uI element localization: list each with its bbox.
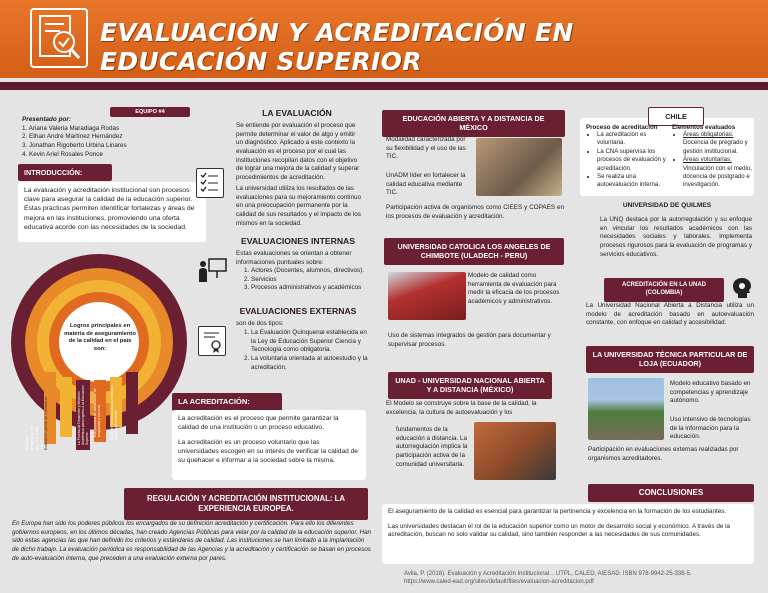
unam-title: UNAD - UNIVERSIDAD NACIONAL ABIERTA Y A DISTANCIA (MÉXICO)	[388, 372, 552, 399]
chile-obligatorias: Áreas obligatorias:	[683, 131, 734, 138]
member-2: 2. Ethan André Martínez Hernández	[22, 133, 123, 141]
chile-col1-list	[586, 131, 668, 190]
mexico-p1: Modalidad caracterizada por su flexibilidad y el uso de las TIC.	[386, 136, 466, 161]
mexico-p3: Participación activa de organismos como CIEES y COPAES en los procesos de evaluación y acreditación.	[386, 204, 564, 220]
evaluacion-p2: La universidad utiliza los resultados de las evaluaciones para su mejoramiento continuo en una preocupación permanente por la calidad de sus resultados y el impacto de los mismos en la sociedad.	[236, 185, 361, 227]
reference-line-1: Avila, P. (2018). Evaluación y Acreditación Institucional. . UTPL, CALED, AIESAD. ISBN 978-9942-25-338-5.	[404, 571, 692, 577]
page-title: EVALUACIÓN Y ACREDITACIÓN EN EDUCACIÓN SUPERIOR	[100, 18, 574, 76]
quilmes-title: UNIVERSIDAD DE QUILMES	[622, 202, 712, 209]
classroom-photo	[476, 138, 562, 196]
circle-label-1: Inclusión progresiva de los TLC y las TIC	[24, 425, 44, 450]
evaluacion-title: LA EVALUACIÓN	[262, 108, 332, 118]
loja-campus-photo	[588, 378, 664, 440]
chile-col2-list	[672, 131, 754, 190]
mexico-title: EDUCACIÓN ABIERTA Y A DISTANCIA DE MÉXICO	[382, 110, 565, 137]
certificate-icon	[198, 326, 226, 356]
unam-p1: El Modelo se construye sobre la base de la calidad, la excelencia, la cultura de autoevaluación y los	[386, 400, 537, 416]
evaluacion-p1: Se entiende por evaluación el proceso que permite determinar el valor de algo y emitir un diagnóstico. Aplicado a este contexto la evaluación es el proceso por el cual las instituciones recopilan datos con el objetivo de lograr una mejora de la calidad y superar procedimientos de acreditación.	[236, 122, 360, 182]
chile-voluntarias-text: Vinculación con el medio, docencia de postgrado e investigación.	[683, 164, 752, 189]
checklist-icon	[196, 168, 224, 198]
chile-title: CHILE	[648, 107, 704, 126]
externas-list	[240, 329, 368, 372]
circle-label-3: El papel nacional para la medición del aseguramiento	[110, 385, 118, 440]
loja-p3: Participación en evaluaciones externas realizadas por organismos acreditadores.	[588, 446, 739, 462]
conclusiones-p2: Las universidades destacan el rol de la educación superior como un motor de desarrollo social y económico. A través de la acreditación, buscan no solo validar su calidad, sino también responder a las necesidades de sus comunidades.	[388, 522, 730, 539]
internas-list	[240, 267, 368, 293]
loja-p2: Uso intensivo de tecnologías de la información para la educación.	[670, 416, 751, 441]
circle-label-5: Los procesos de acreditación de programas y carreras	[93, 388, 101, 437]
circle-label-2: Evaluación parcial de indicadores	[44, 396, 48, 450]
chile-voluntarias: Áreas voluntarias:	[683, 156, 732, 164]
campus-photo	[388, 272, 466, 320]
colombia-title: ACREDITACIÓN EN LA UNAD (COLOMBIA)	[604, 278, 724, 302]
chile-col2-title: Elementos evaluados	[672, 124, 736, 131]
loja-p1: Modelo educativo basado en competencias y aprendizaje autónomo.	[670, 380, 751, 405]
team-badge: EQUIPO #4	[110, 107, 190, 117]
chile-col2-item	[683, 131, 754, 156]
checklist-logo-icon	[30, 8, 88, 68]
chile-col1-title: Proceso de acreditación	[586, 124, 658, 131]
member-4: 4. Kevin Ariel Rosales Ponce	[22, 150, 103, 158]
presented-by-label: Presentado por:	[22, 116, 72, 123]
internas-item: 2. Servicios	[251, 276, 368, 285]
chile-col1-item: • Se realiza una autoevaluación interna.	[597, 173, 668, 190]
reference	[404, 570, 744, 586]
chile-col1-item: • La acreditación es voluntaria.	[597, 131, 668, 148]
conclusiones-title: CONCLUSIONES	[588, 484, 754, 502]
internas-item: 3. Procesos administrativos y académicos	[251, 284, 368, 293]
externas-item: 1. La Evaluación Quinquenal establecida en la Ley de Educación Superior Ciencia y Tecnología como obligatoria.	[251, 329, 368, 355]
internas-intro: Estas evaluaciones se orientan a obtener informaciones puntuales sobre:	[236, 250, 352, 266]
presentation-icon	[196, 256, 228, 284]
acreditacion-p2: La acreditación es un proceso voluntario que las universidades escogen en su interés de verificar la calidad de su quehacer e informar a la sociedad sobre la misma.	[178, 439, 358, 465]
chile-col2-item	[683, 156, 754, 190]
intro-title: INTRODUCCIÓN:	[18, 164, 112, 181]
conclusiones-p1: El aseguramiento de la calidad es esencial para garantizar la pertinencia y excelencia en la formación de los estudiantes.	[388, 508, 727, 515]
chimbote-title: UNIVERSIDAD CATOLICA LOS ANGELES DE CHIMBOTE (ULADECH - PERU)	[384, 238, 564, 265]
circle-label-4: La Prueba de Desarrollo y Medición Académica para ingreso a la Educación Superior	[77, 385, 89, 445]
colombia-body: La Universidad Nacional Abierta a Distancia utiliza un modelo de acreditación basado en autoevaluación constante, con enfoque en calidad y accesibilidad.	[586, 302, 754, 327]
acreditacion-p1: La acreditación es el proceso que permite garantizar la calidad de una institución o un proceso educativo.	[178, 415, 339, 432]
unam-p2: fundamentos de la educación a distancia. La autorregulación implica la participación activa de la comunidad universitaria.	[396, 426, 468, 468]
member-3: 3. Jonathan Rigoberto Urbina Linares	[22, 142, 127, 150]
building-photo	[474, 422, 556, 480]
chimbote-p1: Modelo de calidad como herramienta de evaluación para medir la eficacia de los procesos académicos y administrativos.	[468, 272, 560, 306]
internas-title: EVALUACIONES INTERNAS	[241, 236, 355, 246]
externas-item: 2. La voluntaria orientada al autoestudio y la acreditación.	[251, 355, 368, 372]
chile-obligatorias-text: Docencia de pregrado y gestión institucional.	[683, 139, 748, 155]
acreditacion-title: LA ACREDITACIÓN:	[172, 393, 282, 411]
chile-col-2	[672, 124, 754, 190]
chile-col1-item: • La CNA supervisa los procesos de evaluación y acreditación.	[597, 148, 668, 173]
regulacion-body: En Europa han sido los poderes públicos los encargados de su definición acreditación y certificación. Para ello los diferentes gobiernos europeos, en los últimos décadas, han creado Agencias Públicas para velar por la calidad de la educación superior. Han sido estas agencias las que han definido los criterios y estándares de calidad. Las instituciones se han limitado a la implantación de dicho trabajo. La evaluación periódica es responsabilidad de las Agencias y la acreditación y certificación se basan en procesos de auto-evaluación interna, que preceden a una evaluación externa por pares.	[12, 520, 371, 562]
externas-title: EVALUACIONES EXTERNAS	[239, 306, 357, 316]
chimbote-p2: Uso de sistemas integrados de gestión para documentar y supervisar procesos.	[388, 332, 551, 348]
regulacion-title: REGULACIÓN Y ACREDITACIÓN INSTITUCIONAL: LA EXPERIENCIA EUROPEA.	[124, 488, 368, 520]
team-card	[16, 112, 204, 158]
mexico-p2: UnADM líder en fortalecer la calidad educativa mediante TIC.	[386, 172, 466, 197]
header-divider	[0, 82, 768, 90]
thinking-head-icon	[730, 276, 754, 300]
intro-text: La evaluación y acreditación institucional son procesos clave para asegurar la calidad de la educación superior. Estas prácticas permiten identificar fortalezas y áreas de mejora en las instituciones, promoviendo una oferta educativa acorde con las necesidades de la sociedad.	[18, 182, 206, 242]
circle-center-text: Logros principales en materia de aseguramiento de la calidad en el país son:	[64, 323, 136, 352]
loja-title: LA UNIVERSIDAD TÉCNICA PARTICULAR DE LOJA (ECUADOR)	[586, 346, 754, 373]
externas-intro: son de dos tipos:	[236, 320, 284, 327]
quilmes-body: La UNQ destaca por la autorregulación y su enfoque en vincular los resultados académicos con las necesidades sociales y laborales. Implementa procesos rigurosos para la evaluación de programas y servicios educativos.	[600, 216, 752, 258]
chile-col-1	[586, 124, 668, 190]
acreditacion-card	[172, 410, 366, 480]
reference-link[interactable]: https://www.caled-ead.org/sites/default/files/evaluacion-acreditacion.pdf	[404, 579, 594, 586]
member-1: 1. Ariana Valeria Maradiaga Rodas	[22, 124, 120, 132]
internas-item: 1. Actores (Docentes, alumnos, directivos).	[251, 267, 368, 276]
conclusiones-card	[382, 504, 754, 564]
